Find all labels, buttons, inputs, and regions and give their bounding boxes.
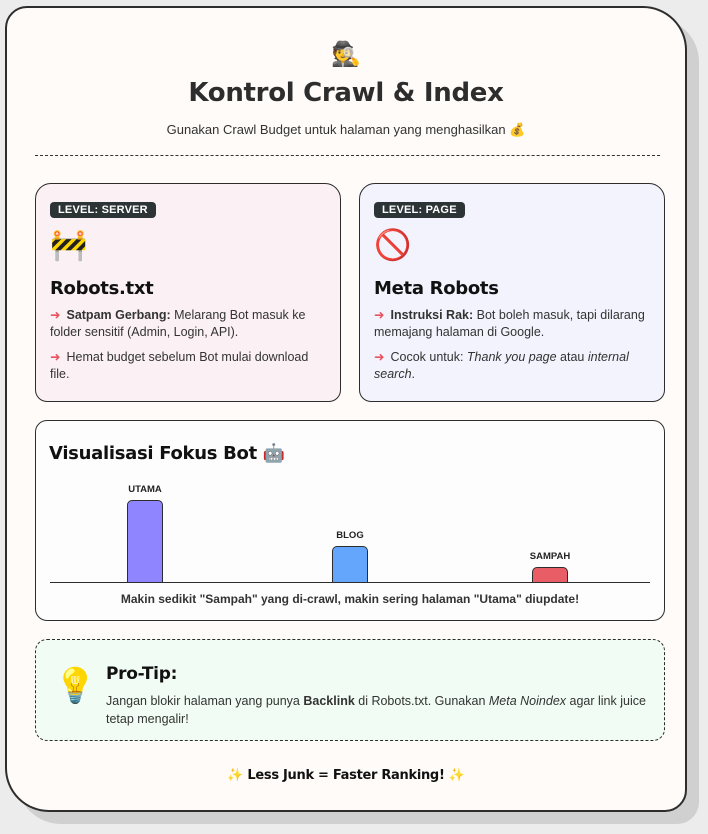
point-italic: Thank you page [466,350,557,364]
point-text: Cocok untuk: [390,350,467,364]
point-text: Hemat budget sebelum Bot mulai download file. [50,350,309,381]
subtitle-text: Gunakan Crawl Budget untuk halaman yang menghasilkan [166,122,506,137]
tip-text [106,692,648,728]
bar-chart [50,476,650,583]
robot-icon: 🤖 [262,443,285,464]
level-badge: LEVEL: SERVER [50,202,156,218]
point-text: . [411,367,416,381]
level-badge: LEVEL: PAGE [374,202,465,218]
bar [532,567,568,582]
bar-blog [320,530,380,582]
main-card [5,6,687,812]
dashed-divider [35,155,660,156]
bar-sampah [520,551,580,582]
card-title: Robots.txt [50,278,154,299]
arrow-icon: ➜ [374,350,385,364]
lightbulb-icon: 💡 [54,667,97,705]
pro-tip-box [35,639,665,741]
bot-focus-chart-panel [35,420,665,621]
bar-label: SAMPAH [529,550,571,562]
tip-italic: Meta Noindex [488,694,567,708]
page-title: Kontrol Crawl & Index [188,78,504,108]
bar-label: BLOG [336,530,364,542]
footer-text: Less Junk = Faster Ranking! [247,768,445,783]
bar-label: UTAMA [128,484,162,496]
chart-title-text: Visualisasi Fokus Bot [49,443,257,464]
card-point [374,349,650,383]
tip-text-part: di Robots.txt. Gunakan [354,694,489,708]
point-text: Bot boleh masuk, tapi dilarang memajang halaman di Google. [374,308,645,339]
card-title: Meta Robots [374,278,499,299]
meta-robots-card [359,183,665,402]
footer-tagline [7,768,685,783]
chart-caption: Makin sedikit "Sampah" yang di-crawl, makin sering halaman "Utama" diupdate! [120,592,580,606]
money-bag-icon: 💰 [509,122,526,137]
arrow-icon: ➜ [374,308,385,322]
bar-utama [115,484,175,582]
robots-txt-card [35,183,341,402]
page-subtitle [7,122,685,138]
tip-bold: Backlink [303,694,355,708]
tip-title: Pro-Tip: [106,664,178,684]
bar [332,546,368,582]
point-bold: Instruksi Rak: [390,308,474,322]
arrow-icon: ➜ [50,308,61,322]
construction-barrier-icon: 🚧 [50,229,88,262]
card-point [374,307,650,341]
tip-text-part: agar link juice tetap mengalir! [106,694,646,726]
point-text: Melarang Bot masuk ke folder sensitif (Admin, Login, API). [50,308,306,339]
sparkles-icon: ✨ [227,768,244,783]
prohibited-icon: 🚫 [374,229,412,262]
card-point [50,307,326,341]
point-bold: Satpam Gerbang: [66,308,171,322]
card-point [50,349,326,383]
point-italic: internal search [374,350,629,381]
sparkles-icon: ✨ [448,768,465,783]
point-text: atau [556,350,588,364]
detective-icon: 🕵️ [331,41,361,68]
bar [127,500,163,582]
arrow-icon: ➜ [50,350,61,364]
tip-text-part: Jangan blokir halaman yang punya [106,694,304,708]
chart-title [49,443,285,464]
